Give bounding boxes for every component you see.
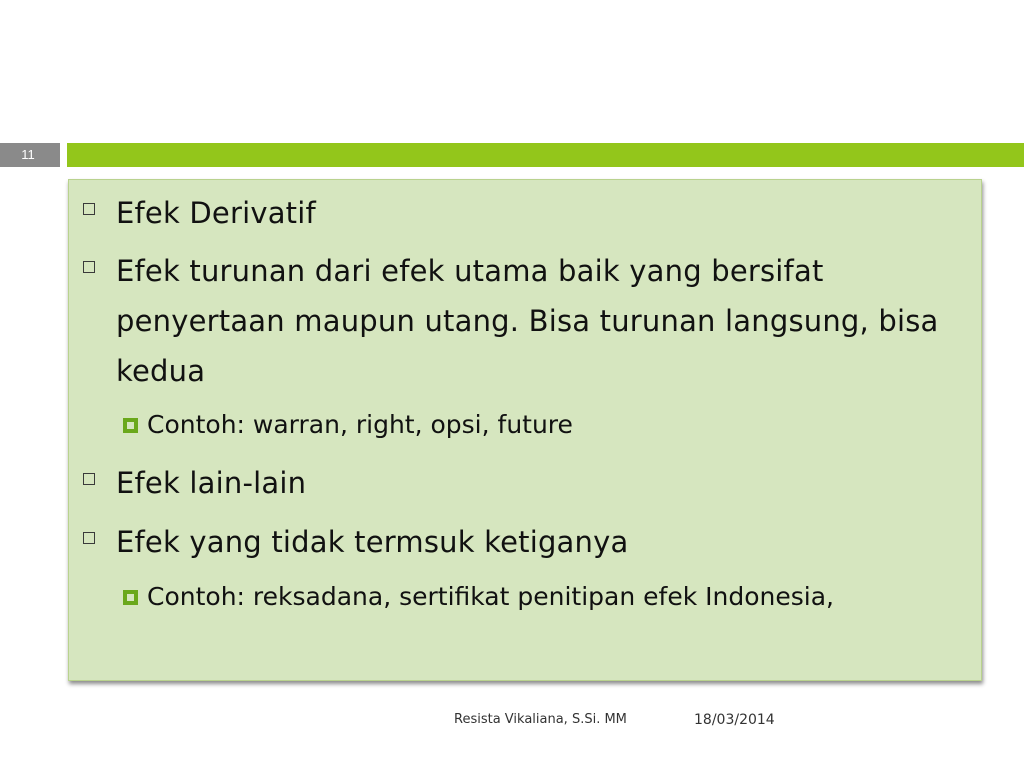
bullet-text: Efek lain-lain [116, 466, 307, 500]
green-square-bullet-icon [123, 590, 138, 605]
hollow-square-bullet-icon [83, 261, 95, 273]
sub-bullet-item [123, 408, 951, 442]
bullet-item [83, 458, 951, 508]
bullet-text: Efek turunan dari efek utama baik yang bersifat penyertaan maupun utang. Bisa turunan langsung, bisa kedua [116, 254, 939, 388]
content-panel [68, 179, 982, 681]
header-accent-bar [67, 143, 1024, 167]
slide-number-badge [0, 143, 60, 167]
bullet-item [83, 188, 951, 238]
footer-date: 18/03/2014 [694, 712, 775, 728]
bullet-item [83, 517, 951, 567]
bullet-text: Efek Derivatif [116, 196, 316, 230]
footer-author: Resista Vikaliana, S.Si. MM [454, 712, 627, 727]
hollow-square-bullet-icon [83, 532, 95, 544]
sub-bullet-text: Contoh: reksadana, sertifikat penitipan efek Indonesia, [147, 582, 834, 611]
sub-bullet-item [123, 580, 951, 614]
hollow-square-bullet-icon [83, 203, 95, 215]
slide-number: 11 [21, 147, 35, 162]
bullet-item [83, 246, 951, 396]
bullet-text: Efek yang tidak termsuk ketiganya [116, 525, 629, 559]
green-square-bullet-icon [123, 418, 138, 433]
sub-bullet-text: Contoh: warran, right, opsi, future [147, 410, 573, 439]
hollow-square-bullet-icon [83, 473, 95, 485]
